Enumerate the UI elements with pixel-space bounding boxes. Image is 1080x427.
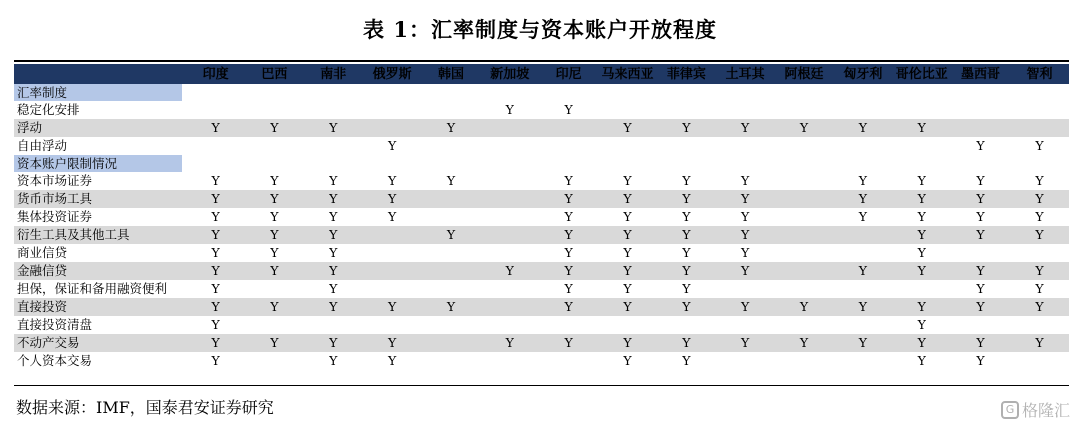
table-cell: Y xyxy=(682,173,691,188)
table-cell xyxy=(422,190,481,208)
table-cell xyxy=(951,155,1010,172)
table-cell: Y xyxy=(892,190,951,208)
table-cell: Y xyxy=(304,226,363,244)
table-cell xyxy=(245,101,304,119)
table-cell: Y xyxy=(387,138,397,153)
row-label: 直接投资清盘 xyxy=(17,317,93,332)
row-label: 集体投资证券 xyxy=(17,209,93,224)
table-cell: Y xyxy=(892,334,951,352)
table-cell: Y xyxy=(1010,298,1069,316)
table-cell xyxy=(716,137,775,155)
table-cell xyxy=(480,352,539,370)
table-cell: Y xyxy=(657,190,716,208)
watermark-text: 格隆汇 xyxy=(1021,401,1070,420)
table-cell xyxy=(775,280,834,298)
table-cell xyxy=(363,280,422,298)
table-cell xyxy=(480,208,539,226)
table-row xyxy=(14,298,1069,316)
table-cell xyxy=(480,84,539,101)
table-cell xyxy=(833,244,892,262)
table-cell: Y xyxy=(598,190,657,208)
table-cell: Y xyxy=(976,138,985,153)
table-cell: Y xyxy=(422,226,481,244)
column-header: 俄罗斯 xyxy=(372,67,412,82)
column-header: 阿根廷 xyxy=(784,67,824,82)
table-row xyxy=(14,352,1069,370)
table-cell: Y xyxy=(716,119,775,137)
table-cell: Y xyxy=(270,173,279,188)
table-cell: Y xyxy=(539,190,598,208)
column-header: 韩国 xyxy=(437,67,464,82)
table-cell xyxy=(598,137,657,155)
table-cell: Y xyxy=(304,262,363,280)
table-cell xyxy=(480,298,539,316)
table-cell: Y xyxy=(1035,281,1044,296)
table-cell: Y xyxy=(211,173,220,188)
table-cell xyxy=(1010,244,1069,262)
table-cell xyxy=(775,262,834,280)
table-cell xyxy=(775,101,834,119)
table-cell xyxy=(716,155,775,172)
column-header: 巴西 xyxy=(261,67,288,82)
table-row xyxy=(14,334,1069,352)
table-cell xyxy=(539,137,598,155)
table-cell xyxy=(657,155,716,172)
table-cell: Y xyxy=(1010,262,1069,280)
table-cell: Y xyxy=(564,209,573,224)
table-cell: Y xyxy=(329,173,338,188)
table-cell xyxy=(186,84,245,101)
row-label: 个人资本交易 xyxy=(17,353,93,368)
table-cell: Y xyxy=(1035,173,1044,188)
table-cell: Y xyxy=(539,226,598,244)
column-header: 哥伦比亚 xyxy=(895,67,948,82)
table-cell: Y xyxy=(422,119,481,137)
table-cell xyxy=(598,316,657,334)
table-cell: Y xyxy=(951,262,1010,280)
row-label: 商业信贷 xyxy=(17,245,68,260)
table-cell: Y xyxy=(741,173,750,188)
column-header: 墨西哥 xyxy=(961,67,1001,82)
table-cell xyxy=(892,280,951,298)
table-cell: Y xyxy=(304,298,363,316)
table-cell xyxy=(422,334,481,352)
table-cell: Y xyxy=(858,209,867,224)
table-cell xyxy=(186,137,245,155)
column-header: 南非 xyxy=(320,67,347,82)
table-cell xyxy=(363,262,422,280)
table-cell xyxy=(304,101,363,119)
table-cell: Y xyxy=(892,262,951,280)
table-cell xyxy=(363,119,422,137)
table-cell xyxy=(598,155,657,172)
table-cell xyxy=(186,155,245,172)
table-row xyxy=(14,244,1069,262)
table-cell: Y xyxy=(329,353,338,368)
table-cell: Y xyxy=(623,281,632,296)
row-label: 货币市场工具 xyxy=(14,190,186,208)
table-cell: Y xyxy=(387,209,397,224)
table-cell: Y xyxy=(657,298,716,316)
table-cell: Y xyxy=(211,281,220,296)
table-cell xyxy=(1010,316,1069,334)
table-cell: Y xyxy=(951,190,1010,208)
table-cell: Y xyxy=(304,119,363,137)
table-cell: Y xyxy=(329,209,338,224)
table-cell: Y xyxy=(539,262,598,280)
table-cell: Y xyxy=(716,298,775,316)
table-cell xyxy=(892,101,951,119)
table-cell xyxy=(480,244,539,262)
table-cell: Y xyxy=(564,281,573,296)
table-cell: Y xyxy=(564,102,573,117)
table-cell: Y xyxy=(657,262,716,280)
table-cell: Y xyxy=(211,209,220,224)
table-cell xyxy=(892,155,951,172)
table-cell xyxy=(539,316,598,334)
table-cell: Y xyxy=(304,190,363,208)
table-cell xyxy=(422,262,481,280)
table-cell: Y xyxy=(245,119,304,137)
row-label: 稳定化安排 xyxy=(17,102,80,117)
column-header: 马来西亚 xyxy=(601,67,654,82)
table-title: 表 1：汇率制度与资本账户开放程度 xyxy=(363,17,717,42)
table-cell: Y xyxy=(951,298,1010,316)
table-cell: Y xyxy=(211,245,220,260)
row-label: 不动产交易 xyxy=(14,334,186,352)
column-header: 土耳其 xyxy=(725,67,765,82)
table-cell xyxy=(951,244,1010,262)
table-cell: Y xyxy=(623,209,632,224)
table-cell: Y xyxy=(892,298,951,316)
table-cell: Y xyxy=(329,281,338,296)
table-cell xyxy=(833,352,892,370)
table-cell: Y xyxy=(446,173,456,188)
table-cell: Y xyxy=(1035,138,1044,153)
table-cell xyxy=(833,226,892,244)
table-cell xyxy=(186,101,245,119)
section-label: 资本账户限制情况 xyxy=(14,155,182,172)
table-cell xyxy=(775,316,834,334)
table-cell xyxy=(716,84,775,101)
table-cell: Y xyxy=(186,119,245,137)
table-cell: Y xyxy=(775,119,834,137)
table-cell: Y xyxy=(211,317,220,332)
table-cell xyxy=(1010,352,1069,370)
row-label: 资本市场证券 xyxy=(17,173,93,188)
table-cell xyxy=(657,84,716,101)
table-cell xyxy=(951,84,1010,101)
table-cell: Y xyxy=(623,245,632,260)
bottom-rule xyxy=(14,385,1069,386)
table-cell: Y xyxy=(716,226,775,244)
table-cell xyxy=(539,84,598,101)
table-cell xyxy=(657,101,716,119)
table-cell xyxy=(480,155,539,172)
row-label xyxy=(14,155,186,172)
table-cell xyxy=(363,244,422,262)
table-cell: Y xyxy=(505,102,514,117)
table-cell: Y xyxy=(775,334,834,352)
table-cell: Y xyxy=(976,209,985,224)
table-cell xyxy=(422,316,481,334)
table-cell: Y xyxy=(186,190,245,208)
table-cell xyxy=(833,155,892,172)
table-cell xyxy=(304,137,363,155)
table-cell: Y xyxy=(1010,190,1069,208)
table-cell: Y xyxy=(270,209,279,224)
table-cell xyxy=(1010,155,1069,172)
table-row xyxy=(14,137,1069,155)
table-cell: Y xyxy=(480,262,539,280)
table-cell xyxy=(363,101,422,119)
table-cell xyxy=(716,101,775,119)
table-cell: Y xyxy=(564,245,573,260)
table-cell xyxy=(775,244,834,262)
table-cell xyxy=(363,84,422,101)
table-cell: Y xyxy=(245,334,304,352)
table-cell xyxy=(716,280,775,298)
table-cell xyxy=(598,84,657,101)
table-cell: Y xyxy=(682,209,691,224)
table-cell: Y xyxy=(741,209,750,224)
table-cell: Y xyxy=(245,226,304,244)
table-cell xyxy=(422,101,481,119)
table-cell xyxy=(775,84,834,101)
table-cell xyxy=(775,190,834,208)
table-cell: Y xyxy=(716,190,775,208)
table-cell xyxy=(480,226,539,244)
table-cell: Y xyxy=(564,173,573,188)
table-cell xyxy=(775,352,834,370)
table-cell: Y xyxy=(480,334,539,352)
table-cell: Y xyxy=(186,298,245,316)
table-cell: Y xyxy=(539,298,598,316)
table-cell: Y xyxy=(363,298,422,316)
table-cell xyxy=(245,316,304,334)
table-row xyxy=(14,262,1069,280)
table-cell xyxy=(1010,101,1069,119)
table-cell xyxy=(363,226,422,244)
watermark xyxy=(1001,398,1070,421)
table-cell: Y xyxy=(598,262,657,280)
table-cell: Y xyxy=(775,298,834,316)
table-cell: Y xyxy=(716,262,775,280)
table-cell xyxy=(833,137,892,155)
table-row xyxy=(14,172,1069,190)
table-cell xyxy=(422,280,481,298)
table-row xyxy=(14,316,1069,334)
table-cell xyxy=(716,316,775,334)
table-cell xyxy=(833,280,892,298)
table-cell xyxy=(245,280,304,298)
table-cell xyxy=(422,84,481,101)
column-header: 菲律宾 xyxy=(666,67,706,82)
table-cell xyxy=(363,316,422,334)
table-cell: Y xyxy=(657,334,716,352)
table-cell xyxy=(480,137,539,155)
table-cell xyxy=(539,155,598,172)
table-cell: Y xyxy=(270,245,279,260)
table-cell: Y xyxy=(1010,226,1069,244)
row-label: 担保，保证和备用融资便利 xyxy=(17,281,168,296)
table-cell xyxy=(775,172,834,190)
table-cell xyxy=(892,137,951,155)
table-cell: Y xyxy=(917,245,926,260)
table-cell: Y xyxy=(833,119,892,137)
table-cell: Y xyxy=(892,226,951,244)
table-cell xyxy=(422,352,481,370)
table-cell: Y xyxy=(976,173,985,188)
table-cell xyxy=(422,137,481,155)
table-cell: Y xyxy=(598,119,657,137)
table-cell xyxy=(363,155,422,172)
table-cell: Y xyxy=(833,334,892,352)
table-cell xyxy=(245,137,304,155)
table-cell xyxy=(775,226,834,244)
table-cell: Y xyxy=(186,262,245,280)
table-cell: Y xyxy=(1010,334,1069,352)
table-cell: Y xyxy=(422,298,481,316)
table-cell: Y xyxy=(657,119,716,137)
table-cell xyxy=(304,316,363,334)
table-cell xyxy=(304,84,363,101)
table-row xyxy=(14,101,1069,119)
table-cell xyxy=(304,155,363,172)
table-cell: Y xyxy=(976,353,985,368)
table-cell xyxy=(539,119,598,137)
table-cell: Y xyxy=(833,298,892,316)
table-cell: Y xyxy=(598,298,657,316)
table-cell xyxy=(422,208,481,226)
table-cell: Y xyxy=(917,353,926,368)
section-row xyxy=(14,84,1069,101)
table-cell: Y xyxy=(245,262,304,280)
table-cell: Y xyxy=(951,226,1010,244)
table-cell: Y xyxy=(682,281,691,296)
column-header: 印度 xyxy=(202,67,229,82)
table-cell: Y xyxy=(951,334,1010,352)
table-cell xyxy=(892,84,951,101)
table-cell xyxy=(245,155,304,172)
table-row xyxy=(14,190,1069,208)
table-cell: Y xyxy=(304,334,363,352)
table-cell: Y xyxy=(186,226,245,244)
table-cell xyxy=(422,155,481,172)
table-cell: Y xyxy=(387,173,397,188)
table-cell: Y xyxy=(917,317,926,332)
column-header: 匈牙利 xyxy=(843,67,883,82)
column-header: 印尼 xyxy=(555,67,582,82)
table-cell: Y xyxy=(833,262,892,280)
table-cell: Y xyxy=(363,190,422,208)
column-header: 新加坡 xyxy=(490,67,530,82)
top-rule xyxy=(14,60,1069,62)
table-cell xyxy=(480,280,539,298)
table-cell: Y xyxy=(1035,209,1044,224)
table-cell xyxy=(951,119,1010,137)
table-row xyxy=(14,208,1069,226)
table-cell xyxy=(480,172,539,190)
table-cell: Y xyxy=(917,209,926,224)
table-cell: Y xyxy=(976,281,985,296)
table-cell xyxy=(245,84,304,101)
table-cell xyxy=(775,155,834,172)
section-row xyxy=(14,155,1069,172)
table-cell: Y xyxy=(245,190,304,208)
table-cell: Y xyxy=(892,119,951,137)
table-cell: Y xyxy=(682,245,691,260)
table-cell xyxy=(598,101,657,119)
table-cell xyxy=(716,352,775,370)
table-cell: Y xyxy=(598,334,657,352)
table-cell: Y xyxy=(387,353,397,368)
header-row xyxy=(14,66,1069,84)
table-cell: Y xyxy=(329,245,338,260)
table-cell: Y xyxy=(363,334,422,352)
table-cell: Y xyxy=(741,245,750,260)
table-cell xyxy=(422,244,481,262)
table-cell: Y xyxy=(623,173,632,188)
row-label: 自由浮动 xyxy=(17,138,68,153)
table-cell xyxy=(833,101,892,119)
regime-table xyxy=(14,66,1069,370)
row-label: 衍生工具及其他工具 xyxy=(14,226,186,244)
section-label: 汇率制度 xyxy=(14,84,182,101)
table-cell xyxy=(657,137,716,155)
table-cell: Y xyxy=(598,226,657,244)
table-cell xyxy=(245,352,304,370)
table-cell xyxy=(951,101,1010,119)
table-cell: Y xyxy=(833,190,892,208)
table-cell xyxy=(833,84,892,101)
table-cell xyxy=(833,316,892,334)
row-label: 直接投资 xyxy=(14,298,186,316)
table-cell xyxy=(480,190,539,208)
table-cell: Y xyxy=(623,353,632,368)
table-cell: Y xyxy=(245,298,304,316)
table-cell: Y xyxy=(657,226,716,244)
column-header: 智利 xyxy=(1026,67,1053,82)
table-cell xyxy=(775,208,834,226)
row-label: 金融信贷 xyxy=(14,262,186,280)
source-note: 数据来源：IMF，国泰君安证券研究 xyxy=(16,398,274,417)
table-row xyxy=(14,226,1069,244)
table-cell: Y xyxy=(186,334,245,352)
table-cell: Y xyxy=(858,173,867,188)
table-cell xyxy=(1010,84,1069,101)
row-label xyxy=(14,84,186,101)
table-cell xyxy=(539,352,598,370)
row-label: 浮动 xyxy=(14,119,186,137)
table-cell: Y xyxy=(917,173,926,188)
table-cell xyxy=(480,316,539,334)
table-cell: Y xyxy=(716,334,775,352)
table-cell xyxy=(775,137,834,155)
table-cell xyxy=(1010,119,1069,137)
table-row xyxy=(14,280,1069,298)
table-cell: Y xyxy=(539,334,598,352)
table-cell xyxy=(951,316,1010,334)
table-cell xyxy=(657,316,716,334)
table-cell: Y xyxy=(682,353,691,368)
header-corner xyxy=(14,66,186,84)
watermark-logo-icon: G xyxy=(1001,401,1019,419)
table-cell xyxy=(480,119,539,137)
table-cell: Y xyxy=(211,353,220,368)
table-row xyxy=(14,119,1069,137)
